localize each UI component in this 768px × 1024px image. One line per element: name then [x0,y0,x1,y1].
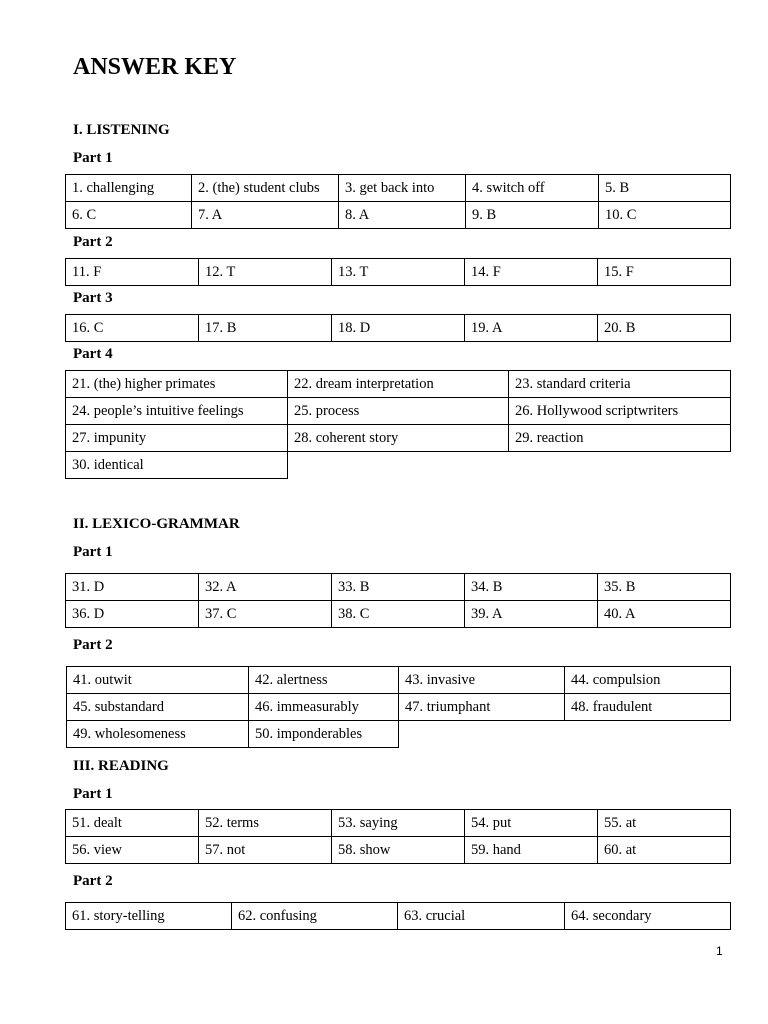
answer-cell: 24. people’s intuitive feelings [66,398,288,425]
answer-cell: 57. not [199,837,332,864]
answer-cell: 48. fraudulent [565,694,731,721]
table-row [66,810,731,837]
answer-cell: 47. triumphant [399,694,565,721]
answer-cell: 17. B [199,315,332,342]
answer-cell: 52. terms [199,810,332,837]
answer-cell: 5. B [599,175,731,202]
answer-cell: 60. at [598,837,731,864]
answer-cell: 23. standard criteria [509,371,731,398]
answer-cell: 35. B [598,574,731,601]
answer-cell: 4. switch off [466,175,599,202]
answer-cell: 12. T [199,259,332,286]
table-row [66,425,731,452]
answer-cell: 58. show [332,837,465,864]
page-number: 1 [716,944,723,958]
answer-cell: 61. story-telling [66,903,232,930]
answer-cell: 36. D [66,601,199,628]
part-label-lexico-1: Part 1 [73,544,113,560]
answer-cell: 51. dealt [66,810,199,837]
answer-cell: 50. imponderables [249,721,399,748]
table-row [66,837,731,864]
table-row [66,315,731,342]
table-row [66,452,731,479]
answer-cell: 39. A [465,601,598,628]
answer-cell: 37. C [199,601,332,628]
answer-cell: 15. F [598,259,731,286]
table-row [67,667,731,694]
part-label-listening-4: Part 4 [73,346,113,362]
answer-cell: 8. A [339,202,466,229]
answer-cell: 56. view [66,837,199,864]
answer-table-listening-part4 [65,370,731,479]
answer-cell: 34. B [465,574,598,601]
table-row [66,574,731,601]
empty-cell [288,452,509,479]
section-heading-reading: III. READING [73,758,169,774]
answer-cell: 45. substandard [67,694,249,721]
answer-cell: 28. coherent story [288,425,509,452]
answer-table-listening-part3 [65,314,731,342]
table-row [66,371,731,398]
answer-cell: 43. invasive [399,667,565,694]
part-label-listening-2: Part 2 [73,234,113,250]
answer-cell: 32. A [199,574,332,601]
answer-cell: 19. A [465,315,598,342]
answer-cell: 7. A [192,202,339,229]
answer-cell: 25. process [288,398,509,425]
answer-table-listening-part1 [65,174,731,229]
answer-cell: 18. D [332,315,465,342]
answer-cell: 21. (the) higher primates [66,371,288,398]
answer-cell: 6. C [66,202,192,229]
part-label-reading-1: Part 1 [73,786,113,802]
table-row [66,903,731,930]
table-row [66,202,731,229]
answer-cell: 2. (the) student clubs [192,175,339,202]
empty-cell [399,721,565,748]
answer-cell: 13. T [332,259,465,286]
answer-cell: 33. B [332,574,465,601]
answer-table-lexico-part2 [66,666,731,748]
answer-cell: 1. challenging [66,175,192,202]
answer-cell: 11. F [66,259,199,286]
answer-cell: 38. C [332,601,465,628]
answer-cell: 31. D [66,574,199,601]
answer-cell: 10. C [599,202,731,229]
answer-table-lexico-part1 [65,573,731,628]
answer-cell: 49. wholesomeness [67,721,249,748]
answer-cell: 62. confusing [232,903,398,930]
answer-cell: 29. reaction [509,425,731,452]
answer-cell: 22. dream interpretation [288,371,509,398]
answer-cell: 3. get back into [339,175,466,202]
answer-table-reading-part2 [65,902,731,930]
answer-cell: 44. compulsion [565,667,731,694]
table-row [66,175,731,202]
answer-cell: 41. outwit [67,667,249,694]
section-heading-listening: I. LISTENING [73,122,170,138]
answer-cell: 9. B [466,202,599,229]
empty-cell [509,452,731,479]
answer-cell: 53. saying [332,810,465,837]
answer-cell: 30. identical [66,452,288,479]
table-row [67,694,731,721]
answer-cell: 27. impunity [66,425,288,452]
table-row [66,601,731,628]
document-title: ANSWER KEY [73,54,237,80]
table-row [66,398,731,425]
answer-cell: 26. Hollywood scriptwriters [509,398,731,425]
answer-cell: 55. at [598,810,731,837]
answer-table-reading-part1 [65,809,731,864]
table-row [66,259,731,286]
part-label-reading-2: Part 2 [73,873,113,889]
empty-cell [565,721,731,748]
part-label-lexico-2: Part 2 [73,637,113,653]
section-heading-lexico-grammar: II. LEXICO-GRAMMAR [73,516,240,532]
answer-cell: 64. secondary [565,903,731,930]
part-label-listening-3: Part 3 [73,290,113,306]
answer-cell: 54. put [465,810,598,837]
answer-cell: 16. C [66,315,199,342]
answer-cell: 59. hand [465,837,598,864]
answer-cell: 40. A [598,601,731,628]
answer-table-listening-part2 [65,258,731,286]
answer-cell: 46. immeasurably [249,694,399,721]
answer-cell: 42. alertness [249,667,399,694]
table-row [67,721,731,748]
part-label-listening-1: Part 1 [73,150,113,166]
answer-cell: 20. B [598,315,731,342]
answer-cell: 63. crucial [398,903,565,930]
answer-cell: 14. F [465,259,598,286]
